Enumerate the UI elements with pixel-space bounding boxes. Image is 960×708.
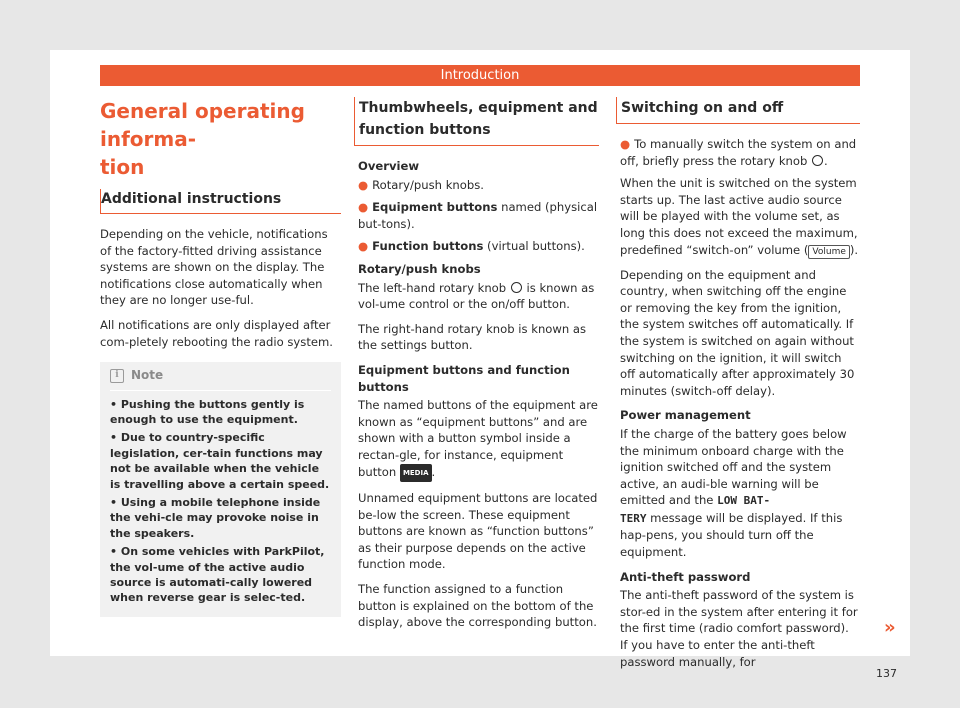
subsection-title: Rotary/push knobs bbox=[358, 261, 481, 276]
list-item: ● To manually switch the system on and off, briefly press the rotary knob . bbox=[620, 137, 857, 168]
section-heading-box bbox=[354, 97, 599, 146]
subsection-title: Equipment buttons and function buttons bbox=[358, 362, 570, 394]
column-middle bbox=[358, 97, 599, 639]
column-right bbox=[620, 97, 860, 678]
paragraph: The anti-theft password of the system is stor-ed in the system after entering it for the first time (radio comfort password). If you have to enter the anti-theft password manually, for bbox=[620, 588, 858, 669]
column-left bbox=[100, 97, 341, 617]
rotary-knob-icon bbox=[812, 155, 823, 166]
continue-arrow-icon: » bbox=[884, 617, 896, 638]
info-icon: i bbox=[110, 369, 124, 383]
paragraph: When the unit is switched on the system starts up. The last active audio source will be played with the volume set, as long this does not exceed the maximum, predefined “switch-on” volume ( Volume ). bbox=[620, 176, 859, 257]
note-box bbox=[100, 362, 341, 617]
paragraph: Unnamed equipment buttons are located be-low the screen. These equipment buttons are known as “function buttons” as their purpose depends on the active function mode. bbox=[358, 491, 598, 572]
page-number: 137 bbox=[876, 667, 897, 680]
list-item: ● Function buttons (virtual buttons). bbox=[358, 239, 585, 254]
note-item: • Due to country-specific legislation, cer-tain functions may not be available when the vehicle is travelling above a certain speed. bbox=[110, 431, 330, 491]
section-heading: Switching on and off bbox=[621, 100, 784, 116]
section-heading: Thumbwheels, equipment and function buttons bbox=[359, 100, 598, 138]
note-item: • On some vehicles with ParkPilot, the vol-ume of the active audio source is automati-cally lowered when reverse gear is selec-ted. bbox=[110, 545, 325, 605]
note-item: • Pushing the buttons gently is enough to use the equipment. bbox=[110, 397, 305, 426]
paragraph: The left-hand rotary knob is known as vol-ume control or the on/off button. bbox=[358, 280, 595, 312]
low-battery-message: LOW BAT- bbox=[717, 494, 771, 508]
rotary-knob-icon bbox=[511, 282, 522, 293]
paragraph: The named buttons of the equipment are known as “equipment buttons” and are shown with a button symbol inside a rectan-gle, for instance, equipment button MEDIA . bbox=[358, 397, 599, 482]
volume-key-icon: Volume bbox=[808, 245, 849, 259]
note-item: • Using a mobile telephone inside the vehi-cle may provoke noise in the speakers. bbox=[110, 496, 321, 540]
paragraph: Depending on the vehicle, notifications of the factory-fitted driving assistance systems are shown on the display. The notifications close automatically when they are no longer use-ful. bbox=[100, 227, 328, 308]
note-title: i Note bbox=[110, 368, 331, 390]
list-item: ● Rotary/push knobs. bbox=[358, 177, 484, 192]
paragraph: All notifications are only displayed after com-pletely rebooting the radio system. bbox=[100, 317, 333, 349]
low-battery-message: TERY bbox=[620, 511, 647, 525]
subsection-title: Anti-theft password bbox=[620, 569, 751, 584]
subsection-title: Overview bbox=[358, 159, 420, 173]
paragraph: Depending on the equipment and country, when switching off the engine or removing the key from the ignition, the system switches off automatically. If the system is switched on again without switching on the ignition, it will switch off automatically after approximately 30 minutes (switch-off delay). bbox=[620, 267, 855, 398]
chapter-header: Introduction bbox=[100, 65, 860, 86]
sub-heading: Additional instructions bbox=[101, 191, 282, 207]
main-heading: General operating informa- tion bbox=[100, 99, 305, 179]
media-key-icon: MEDIA bbox=[400, 464, 432, 483]
paragraph: The right-hand rotary knob is known as the settings button. bbox=[358, 321, 587, 353]
paragraph: The function assigned to a function button is explained on the bottom of the display, above the corresponding button. bbox=[358, 582, 597, 630]
page bbox=[50, 50, 910, 680]
list-item: ● Equipment buttons named (physical but-tons). bbox=[358, 200, 598, 231]
subsection-title: Power management bbox=[620, 408, 751, 423]
paragraph: If the charge of the battery goes below the minimum onboard charge with the ignition switched off and the system active, an audi-ble warning will be emitted and the LOW BAT- TERY message will be displayed. If this hap-pens, you should turn off the equipment. bbox=[620, 426, 847, 560]
sub-heading-box bbox=[100, 189, 341, 214]
section-heading-box bbox=[616, 97, 860, 124]
